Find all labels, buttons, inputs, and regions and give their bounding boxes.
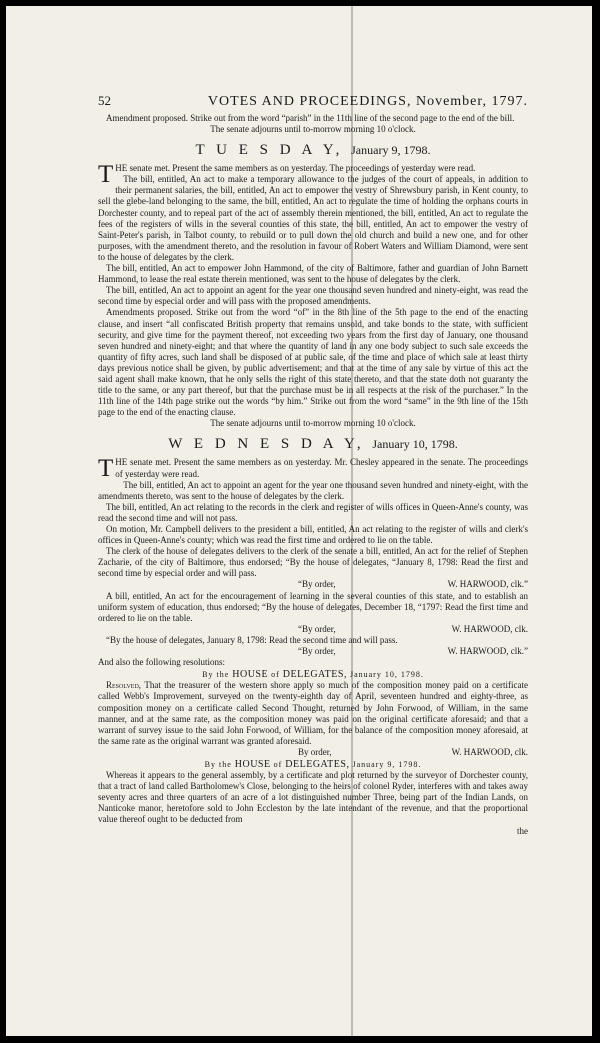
signature-order: “By order, — [298, 623, 336, 634]
house-heading: By the HOUSE of DELEGATES, January 9, 1798. — [204, 758, 422, 770]
signature-name: W. HARWOOD, clk. — [451, 746, 528, 757]
paragraph: The bill, entitled, An act to make a temporary allowance to the judges of the court of appeals, in addition to their permanent salaries, the bill, entitled, An act to empower the vestry of Shrewsbury parish, in Kent county, to sell the glebe-land belonging to the same, the bill, entitled, An act to regulate the time of holding the orphans courts in Dorchester county, and to repeal part of the act of assembly therein mentioned, the bill, entitled, An act to regulate the fees of the registers of wills in the several counties of this state, the bill, entitled, An act to empower the vestry of Saint-Peter's parish, in Talbot county, to rebuild or to pull down the old church and build a new one, and for other purposes, with the amendment thereto, and the resolution in favour of Robert Waters and William Diamond, were sent to the house of delegates by the clerk. — [98, 174, 528, 262]
signature-order: “By order, — [298, 646, 336, 657]
page-content — [98, 92, 528, 837]
paragraph: And also the following resolutions: — [98, 657, 225, 668]
paragraph: The clerk of the house of delegates delivers to the clerk of the senate a bill, entitled, An act for the relief of Stephen Zacharie, of the city of Baltimore, thus endorsed; “By the house of delegates, “January 8, 1798: Read the first and second time by especial order and will pass. — [98, 546, 528, 579]
signature-name: W. HARWOOD, clk.” — [447, 646, 528, 657]
day-date: January 9, 1798. — [351, 143, 431, 158]
day-name: T U E S D A Y, — [195, 142, 344, 159]
signature-name: W. HARWOOD, clk.” — [447, 579, 528, 590]
document-page — [6, 6, 592, 1036]
running-title: VOTES AND PROCEEDINGS, November, 1797. — [207, 94, 528, 109]
signature-order: “By order, — [298, 579, 336, 590]
paragraph: THE senate met. Present the same members as on yesterday. Mr. Chesley appeared in the senate. The proceedings of yesterday were read. — [98, 455, 528, 483]
day-name: W E D N E S D A Y, — [168, 436, 365, 453]
paragraph: THE senate met. Present the same members as on yesterday. The proceedings of yesterday were read. — [98, 161, 476, 189]
drop-cap: T — [98, 161, 114, 189]
paragraph: A bill, entitled, An act for the encouragement of learning in the several counties of this state, and to establish an uniform system of education, thus endorsed; “By the house of delegates, December 18, “1797: Read the first time and ordered to lie on the table. — [98, 590, 528, 623]
paragraph: Amendments proposed. Strike out from the word “of” in the 8th line of the 5th page to the end of the enacting clause, and insert “all confiscated British property that remains unsold, and take bonds to the state, with sufficient security, and give time for the payment thereof, not exceeding two years from the first day of January, one thousand seven hundred and ninety-eight; and that where the quantity of land in any one body subject to such sale exceeds the quantity of fifty acres, such land shall be disposed of at public sale, of the time and place of which sale at least thirty days previous notice shall be given, by public advertisement; and that at the time of any sale by virtue of this act the said agent shall make known, that he only sells the right of this state thereto, and that the state doth not guaranty the title to the same, or any part thereof, but that the purchase must be in all respects at the risk of the purchaser.” In the 11th line of the 14th page strike out the words “by him.” Strike out from the word “same” in the 9th line of the 15th page to the end of the enacting clause. — [98, 307, 528, 418]
paragraph: On motion, Mr. Campbell delivers to the president a bill, entitled, An act relating to the register of wills and clerk's offices in Queen-Anne's county; which was read the first time and ordered to lie on the table. — [98, 524, 528, 546]
paragraph: The bill, entitled, An act to appoint an agent for the year one thousand seven hundred and ninety-eight, was read the second time by especial order and will pass with the proposed amendments. — [98, 285, 528, 307]
signature-line — [98, 579, 528, 590]
adjourn-text: The senate adjourns until to-morrow morning 10 o'clock. — [210, 418, 416, 429]
day-heading-wednesday — [98, 435, 528, 453]
paragraph: The bill, entitled, An act relating to the records in the clerk and register of wills offices in Queen-Anne's county, was read the second time and will not pass. — [98, 501, 528, 523]
paragraph: The bill, entitled, An act to appoint an agent for the year one thousand seven hundred and ninety-eight, with the amendments thereto, was sent to the house of delegates by the clerk. — [98, 479, 528, 501]
house-heading: By the HOUSE of DELEGATES, January 10, 1798. — [202, 669, 424, 681]
page-number: 52 — [98, 93, 111, 108]
adjourn-text: The senate adjourns until to-morrow morning 10 o'clock. — [210, 124, 416, 135]
day-heading-tuesday — [98, 141, 528, 159]
signature-name: W. HARWOOD, clk. — [451, 623, 528, 634]
paragraph: The bill, entitled, An act to empower John Hammond, of the city of Baltimore, father and guardian of John Barnett Hammond, to lease the real estate therein mentioned, was sent to the house of delegates by the clerk. — [98, 263, 528, 285]
signature-line — [98, 747, 528, 758]
signature-order: By order, — [298, 746, 332, 757]
drop-cap: T — [98, 455, 114, 483]
signature-line — [98, 646, 528, 657]
signature-line — [98, 624, 528, 635]
running-header — [98, 92, 528, 111]
paragraph: “By the house of delegates, January 8, 1798: Read the second time and will pass. — [106, 634, 398, 645]
resolution-paragraph: Resolved, That the treasurer of the western shore apply so much of the composition money paid on a certificate called Webb's Improvement, surveyed on the twenty-eighth day of April, seventeen hundred and eighty-three, as composition money on a certificate called Second Thought, returned by John Forwood, of William, in the same manner, and at the same rate, as the composition money was paid on the original certificate aforesaid; and that a warrant of survey issue to the said John Forwood, of William, for the balance of the composition money aforesaid, at the same rate as the original warrant was granted aforesaid. — [98, 680, 528, 746]
paragraph: Whereas it appears to the general assembly, by a certificate and plot returned by the surveyor of Dorchester county, that a tract of land called Bartholomew's Close, belonging to the heirs of colonel Ryder, interferes with and takes away seventy acres and three quarters of an acre of a lot distinguished number Three, being part of the Indian Lands, on Nanticoke manor, heretofore sold to John Eccleston by the late intendant of the revenue, and that the proportional value thereof ought to be deducted from — [98, 770, 528, 825]
day-date: January 10, 1798. — [372, 437, 458, 452]
amendment-text: Amendment proposed. Strike out from the word “parish” in the 11th line of the second page to the end of the bill. — [106, 113, 515, 123]
catchword: the — [517, 825, 528, 836]
